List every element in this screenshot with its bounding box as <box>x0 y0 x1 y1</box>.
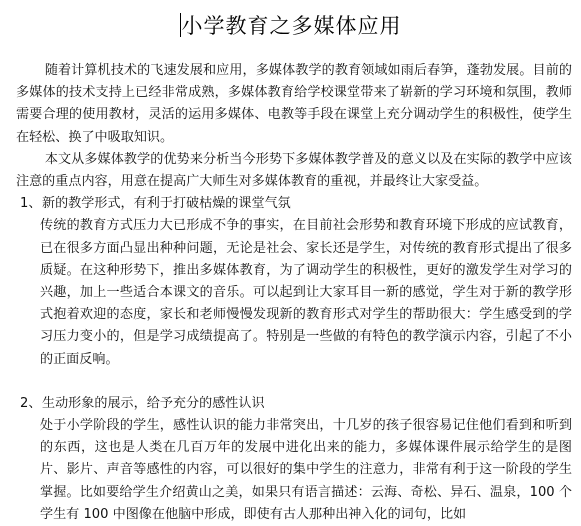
section-number-2: 2、 <box>20 395 42 411</box>
section-number-1: 1、 <box>20 196 42 212</box>
intro-paragraph-2: 本文从多媒体教学的优势来分析当今形势下多媒体教学普及的意义以及在实际的教学中应该注意的重点内容，用意在提高广大师生对多媒体教育的重视，并最终让大家受益。 <box>16 151 572 190</box>
paragraph-gap <box>16 371 572 393</box>
section-heading-text-1: 新的教学形式，有利于打破枯燥的课堂气氛 <box>42 196 291 212</box>
text-cursor <box>180 13 181 37</box>
intro-paragraph-1: 随着计算机技术的飞速发展和应用，多媒体教学的教育领域如雨后春笋，蓬勃发展。目前的多媒体的技术支持上已经非常成熟，多媒体教育给学校课堂带来了崭新的学习环境和氛围，教师需要合理的使用教材，灵活的运用多媒体、电教等手段在课堂上充分调动学生的积极性，使学生在轻松、换了中吸取知识。 <box>16 63 572 145</box>
document-title: 小学教育之多媒体应用 <box>181 14 402 38</box>
section-heading-1 <box>16 193 572 215</box>
section-heading-text-2: 生动形象的展示，给予充分的感性认识 <box>42 395 265 411</box>
document-body <box>16 60 572 526</box>
section-paragraph-1: 传统的教育方式压力大已形成不争的事实，在目前社会形势和教育环境下形成的应试教育，已在很多方面凸显出种种问题，无论是社会、家长还是学生，对传统的教育形式提出了很多质疑。在这种形势下，推出多媒体教育，为了调动学生的积极性，更好的激发学生对学习的兴趣，加上一些适合本课文的音乐。可以起到让大家耳目一新的感觉，学生对于新的教学形式抱着欢迎的态度，家长和老师慢慢发现新的教育形式对学生的帮助很大：学生感受到的学习压力变小的，但是学习成绩提高了。特别是一些做的有特色的教学演示内容，引起了不小的正面反响。 <box>40 218 572 367</box>
section-heading-2 <box>16 393 572 415</box>
section-paragraph-2: 处于小学阶段的学生，感性认识的能力非常突出，十几岁的孩子很容易记住他们看到和听到的东西，这也是人类在几百万年的发展中进化出来的能力，多媒体课件展示给学生的是图片、影片、声音等感性的内容，可以很好的集中学生的注意力，非常有利于这一阶段的学生掌握。比如要给学生介绍黄山之美，如果只有语言描述：云海、奇松、异石、温泉，100 个学生有 100 中图像在他脑中形成，即使有古人那种出神入化的词句，比如 <box>40 418 572 522</box>
title-area <box>0 10 581 44</box>
